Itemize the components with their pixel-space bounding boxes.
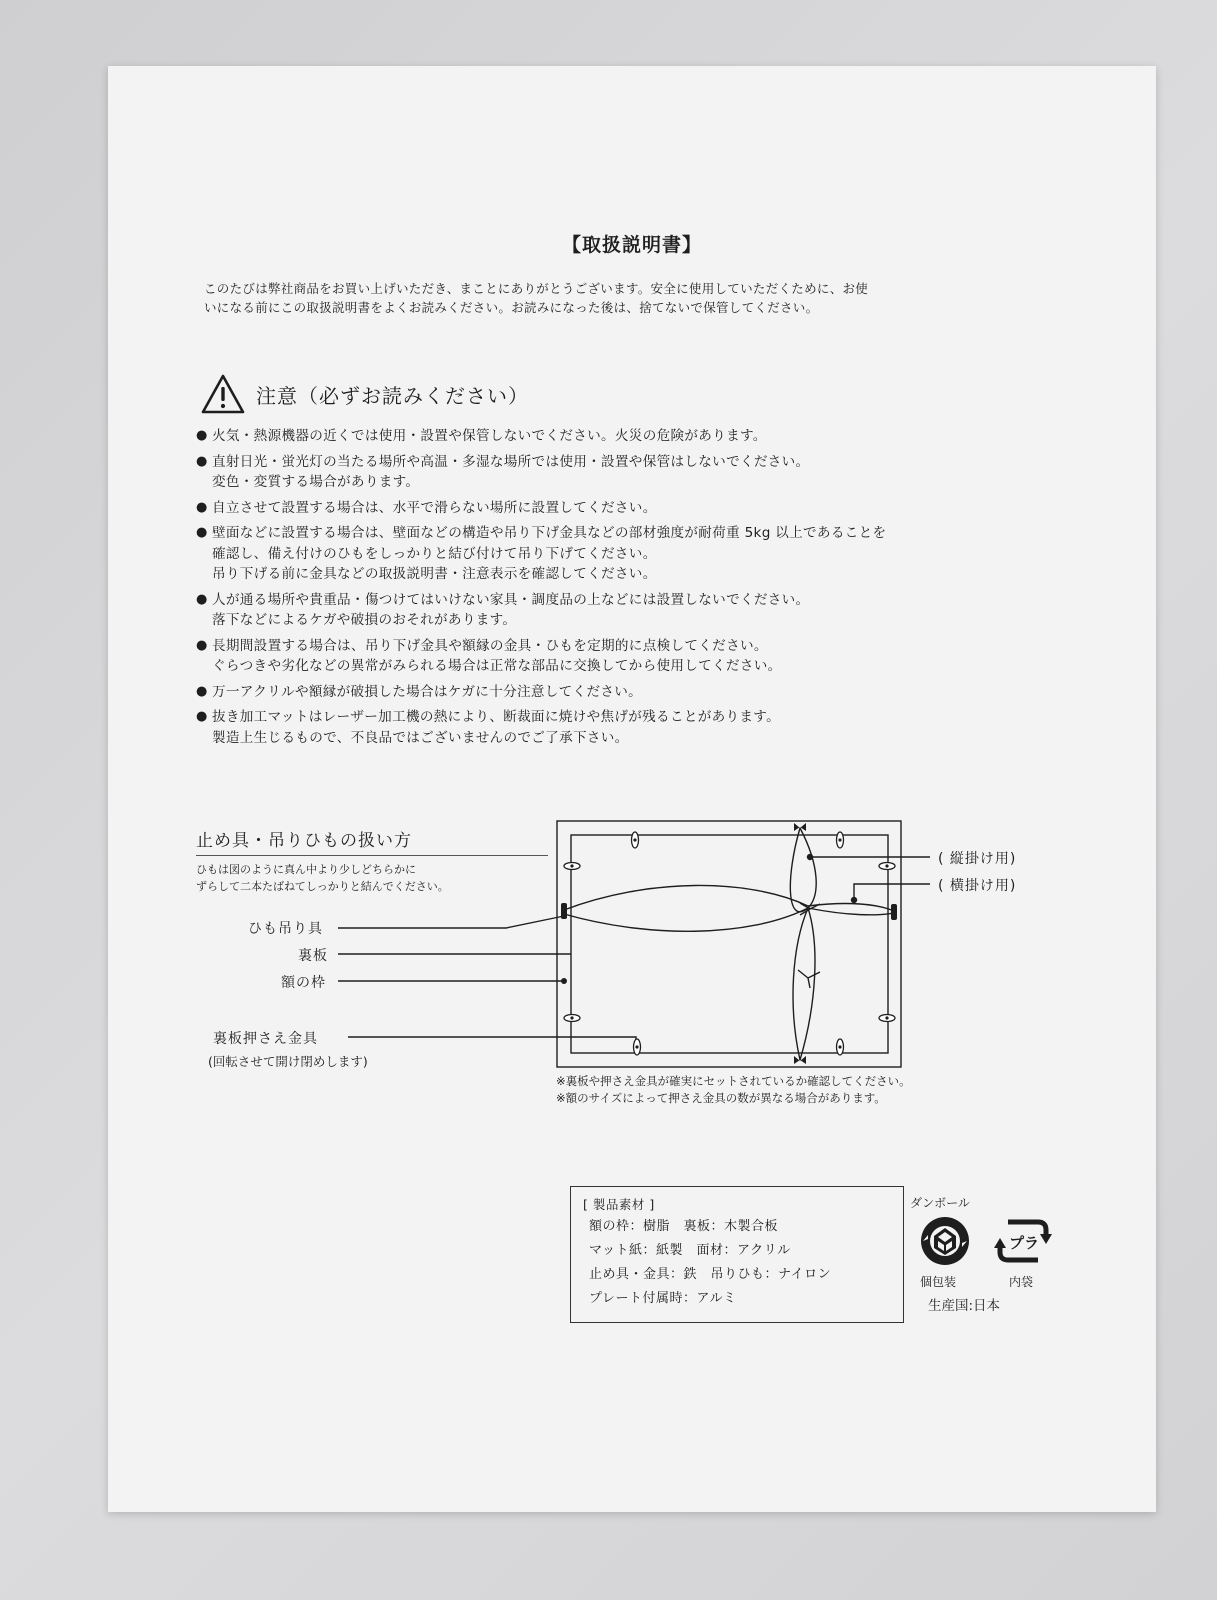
caution-item [196, 682, 1076, 703]
materials-heading: [ 製品素材 ] [583, 1197, 655, 1212]
hanging-description [196, 861, 596, 895]
caution-line: 変色・変質する場合があります。 [212, 474, 420, 490]
diagram-note: ※裏板や押さえ金具が確実にセットされているか確認してください。 [556, 1074, 911, 1088]
clip-right-bottom [879, 1015, 895, 1022]
clip-left-bottom [564, 1015, 580, 1022]
caution-header [200, 372, 529, 416]
top-string-hook [794, 823, 806, 831]
bullet-icon: ● [196, 525, 208, 540]
country-of-origin: 生産国:日本 [928, 1298, 1001, 1314]
plastic-mark-text: プラ [1008, 1234, 1040, 1252]
clip-top-right [837, 832, 844, 848]
caution-line: 自立させて設置する場合は、水平で滑らない場所に設置してください。 [212, 499, 657, 516]
caution-line: ぐらつきや劣化などの異常がみられる場合は正常な部品に交換してから使用してください。 [212, 658, 782, 674]
warning-icon [200, 373, 246, 415]
materials-row: マット紙：紙製 面材：アクリル [589, 1243, 791, 1258]
caution-line: 火気・熱源機器の近くでは使用・設置や保管しないでください。火災の危険があります。 [212, 428, 767, 444]
bullet-icon: ● [196, 428, 208, 443]
caution-line: 万一アクリルや額縁が破損した場合はケガに十分注意してください。 [212, 683, 643, 700]
bullet-icon: ● [196, 591, 208, 607]
hanging-section-title: 止め具・吊りひもの扱い方 [196, 826, 548, 856]
materials-row: プレート付属時：アルミ [589, 1291, 737, 1306]
caution-line: 落下などによるケガや破損のおそれがあります。 [212, 612, 517, 628]
caution-line: 直射日光・蛍光灯の当たる場所や高温・多湿な場所では使用・設置や保管はしないでください。 [212, 453, 810, 470]
caution-line: 長期間設置する場合は、吊り下げ金具や額縁の金具・ひもを定期的に点検してください。 [212, 637, 768, 654]
bullet-icon: ● [196, 709, 208, 724]
caution-list [196, 426, 1076, 753]
materials-row: 額の枠：樹脂 裏板：木製合板 [589, 1219, 779, 1234]
caution-line: 壁面などに設置する場合は、壁面などの構造や吊り下げ金具などの部材強度が耐荷重 5kg 以上であることを [212, 525, 887, 541]
cardboard-label: ダンボール [910, 1196, 970, 1210]
diagram-note: ※額のサイズによって押さえ金具の数が異なる場合があります。 [556, 1091, 886, 1105]
caution-line: 吊り下げる前に金具などの取扱説明書・注意表示を確認してください。 [212, 566, 657, 582]
frame-outer-outline [557, 821, 901, 1067]
clip-bottom-right [837, 1039, 844, 1055]
caution-line: 抜き加工マットはレーザー加工機の熱により、断裁面に焼けや焦げが残ることがあります。 [212, 709, 781, 725]
individual-pack-label: 個包装 [920, 1275, 957, 1289]
label-frame: 額の枠 [281, 975, 326, 991]
intro-line: いになる前にこの取扱説明書をよくお読みください。お読みになった後は、捨てないで保管してください。 [204, 300, 819, 315]
caution-item [196, 452, 1076, 493]
horizontal-string [564, 885, 894, 911]
caution-line: 人が通る場所や貴重品・傷つけてはいけない家具・調度品の上などには設置しないでください。 [212, 591, 810, 608]
bottom-string-hook [794, 1056, 806, 1064]
hanging-desc-line: ずらして二本たばねてしっかりと結んでください。 [196, 880, 449, 893]
vertical-string [790, 828, 815, 1060]
instruction-sheet [108, 66, 1156, 1512]
label-back-board: 裏板 [298, 948, 328, 964]
caution-title: 注意（必ずお読みください） [256, 383, 529, 408]
label-string-hook: ひも吊り具 [248, 921, 323, 937]
diagram-notes [556, 1073, 911, 1107]
inner-bag-label: 内袋 [1009, 1275, 1034, 1289]
caution-item [196, 523, 1076, 585]
clip-top-left [632, 832, 639, 848]
materials-box [570, 1186, 904, 1323]
caution-item [196, 426, 1076, 447]
intro-line: このたびは弊社商品をお買い上げいただき、まことにありがとうございます。安全に使用していただくために、お使 [204, 281, 869, 296]
bullet-icon: ● [196, 637, 208, 653]
left-string-hook [561, 903, 567, 919]
caution-item [196, 590, 1076, 631]
caution-line: 確認し、備え付けのひもをしっかりと結び付けて吊り下げてください。 [212, 545, 657, 562]
document-title: 【取扱説明書】 [561, 234, 702, 256]
caution-item [196, 498, 1076, 519]
label-board-clip-note: (回転させて開け閉めします) [208, 1054, 368, 1069]
plastic-recycle-icon [994, 1214, 1052, 1268]
back-board-outline [571, 835, 888, 1053]
materials-row: 止め具・金具：鉄 吊りひも：ナイロン [589, 1267, 832, 1282]
caution-item [196, 707, 1076, 748]
label-vertical-hang: ( 縦掛け用) [938, 851, 1017, 867]
hanging-desc-line: ひもは図のように真ん中より少しどちらかに [196, 863, 416, 876]
caution-line: 製造上生じるもので、不良品ではございませんのでご了承下さい。 [212, 729, 629, 746]
bullet-icon: ● [196, 683, 208, 699]
clip-bottom-left [634, 1039, 641, 1055]
caution-item [196, 636, 1076, 677]
label-board-clip: 裏板押さえ金具 [213, 1031, 318, 1047]
right-string-hook [891, 904, 897, 920]
intro-paragraph [204, 279, 1074, 317]
label-horizontal-hang: ( 横掛け用) [938, 878, 1017, 894]
bullet-icon: ● [196, 453, 208, 469]
cardboard-recycle-icon [918, 1214, 972, 1268]
bullet-icon: ● [196, 499, 208, 515]
clip-right-top [879, 863, 895, 870]
